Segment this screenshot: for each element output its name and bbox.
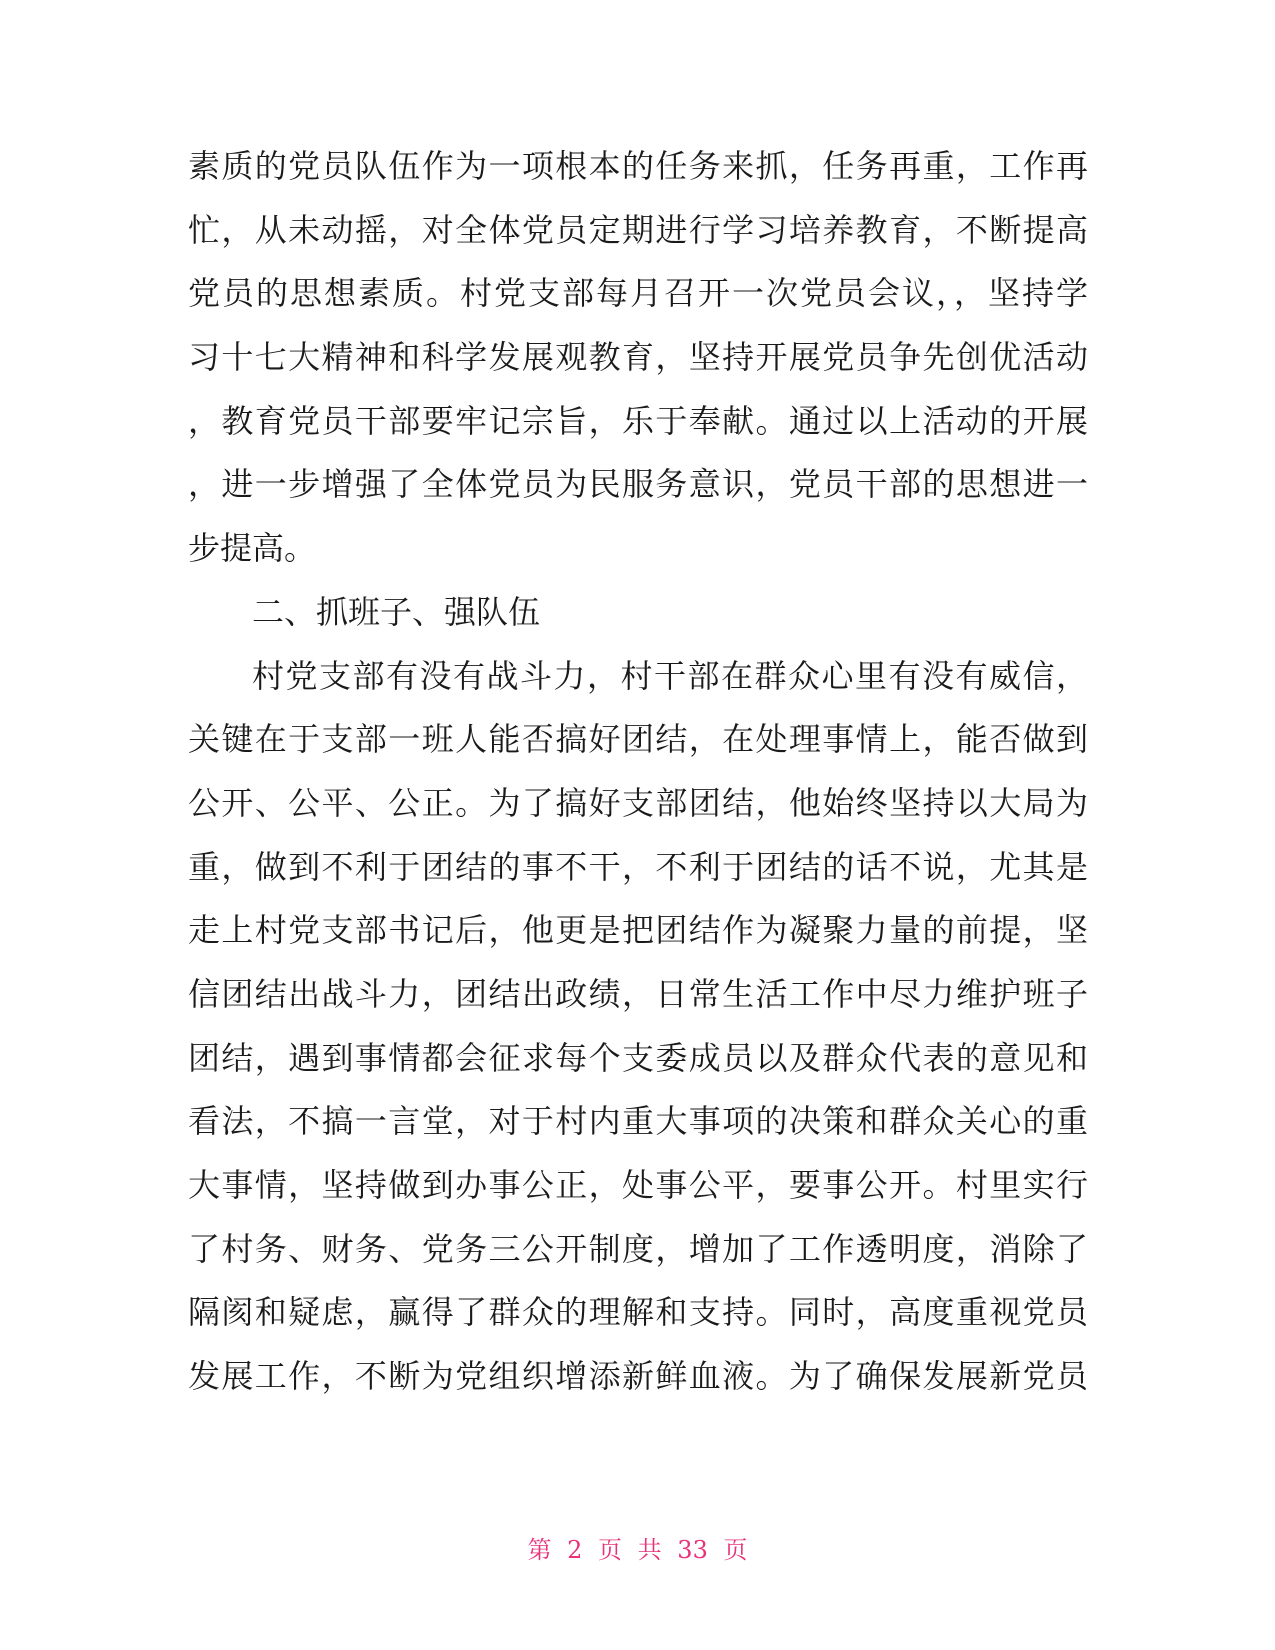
text-line: 大事情，坚持做到办事公正，处事公平，要事公开。村里实行 xyxy=(188,1166,1088,1204)
section-heading: 二、抓班子、强队伍 xyxy=(252,592,541,631)
text-line: 团结，遇到事情都会征求每个支委成员以及群众代表的意见和 xyxy=(188,1038,1088,1077)
text-line: 看法，不搞一言堂，对于村内重大事项的决策和群众关心的重 xyxy=(188,1102,1088,1141)
text-line: 了村务、财务、党务三公开制度，增加了工作透明度，消除了 xyxy=(188,1229,1088,1268)
text-line: 公开、公平、公正。为了搞好支部团结，他始终坚持以大局为 xyxy=(188,783,1088,822)
text-line: 习十七大精神和科学发展观教育，坚持开展党员争先创优活动 xyxy=(188,338,1088,377)
text-line: 发展工作，不断为党组织增添新鲜血液。为了确保发展新党员 xyxy=(188,1357,1088,1396)
text-line: ，进一步增强了全体党员为民服务意识，党员干部的思想进一 xyxy=(188,465,1088,504)
text-line: 重，做到不利于团结的事不干，不利于团结的话不说，尤其是 xyxy=(188,847,1088,886)
body-text xyxy=(188,135,1088,1409)
text-line: 步提高。 xyxy=(188,529,317,568)
text-line: 忙，从未动摇，对全体党员定期进行学习培养教育，不断提高 xyxy=(188,210,1088,249)
text-line: 村党支部有没有战斗力，村干部在群众心里有没有威信， xyxy=(252,656,1088,695)
text-line: ，教育党员干部要牢记宗旨，乐于奉献。通过以上活动的开展 xyxy=(188,401,1088,440)
text-line: 关键在于支部一班人能否搞好团结，在处理事情上，能否做到 xyxy=(188,720,1088,759)
page-number-footer: 第 2 页 共 33 页 xyxy=(527,1536,748,1564)
text-line: 走上村党支部书记后，他更是把团结作为凝聚力量的前提，坚 xyxy=(188,911,1088,950)
text-line: 党员的思想素质。村党支部每月召开一次党员会议，，坚持学 xyxy=(188,274,1088,313)
text-line: 素质的党员队伍作为一项根本的任务来抓，任务再重，工作再 xyxy=(188,147,1088,185)
text-line: 信团结出战斗力，团结出政绩，日常生活工作中尽力维护班子 xyxy=(188,974,1088,1013)
text-line: 隔阂和疑虑，赢得了群众的理解和支持。同时，高度重视党员 xyxy=(188,1293,1088,1332)
